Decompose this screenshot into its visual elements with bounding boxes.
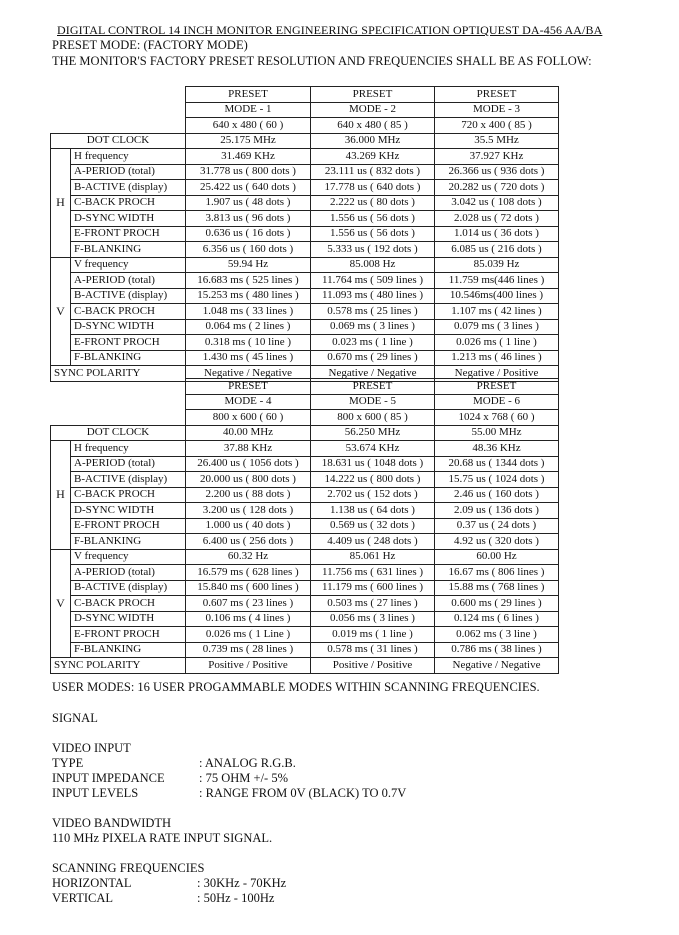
v-param-value: 1.048 ms ( 33 lines ) — [186, 304, 311, 320]
h-param-value: 2.222 us ( 80 dots ) — [311, 195, 435, 211]
dot-clock-value: 35.5 MHz — [435, 133, 559, 149]
mode-mode: MODE - 3 — [435, 102, 559, 118]
h-group-label: H — [51, 441, 71, 550]
mode-resolution: 1024 x 768 ( 60 ) — [435, 410, 559, 426]
dot-clock-value: 25.175 MHz — [186, 133, 311, 149]
mode-preset: PRESET — [186, 379, 311, 395]
h-param-value: 2.200 us ( 88 dots ) — [186, 487, 311, 503]
v-param-row — [51, 580, 559, 596]
v-param-value: 0.503 ms ( 27 lines ) — [311, 596, 435, 612]
h-param-value: 6.400 us ( 256 dots ) — [186, 534, 311, 550]
v-param-value: 0.578 ms ( 25 lines ) — [311, 304, 435, 320]
v-param-value: 11.179 ms ( 600 lines ) — [311, 580, 435, 596]
dot-clock-value: 40.00 MHz — [186, 425, 311, 441]
h-param-value: 4.409 us ( 248 dots ) — [311, 534, 435, 550]
preset-description: THE MONITOR'S FACTORY PRESET RESOLUTION AND FREQUENCIES SHALL BE AS FOLLOW: — [52, 54, 592, 68]
v-param-row — [51, 288, 559, 304]
h-param-value: 0.569 us ( 32 dots ) — [311, 518, 435, 534]
h-param-value: 6.085 us ( 216 dots ) — [435, 242, 559, 258]
v-param-value: 11.764 ms ( 509 lines ) — [311, 273, 435, 289]
h-param-value: 2.46 us ( 160 dots ) — [435, 487, 559, 503]
h-param-label: B-ACTIVE (display) — [71, 472, 186, 488]
v-param-value: 16.579 ms ( 628 lines ) — [186, 565, 311, 581]
v-param-row — [51, 611, 559, 627]
h-param-value: 14.222 us ( 800 dots ) — [311, 472, 435, 488]
input-levels-value: : RANGE FROM 0V (BLACK) TO 0.7V — [199, 786, 407, 800]
v-param-label: V frequency — [71, 549, 186, 565]
mode-preset: PRESET — [186, 87, 311, 103]
dot-clock-value: 56.250 MHz — [311, 425, 435, 441]
header-row-resolution — [51, 410, 559, 426]
header-row-resolution — [51, 118, 559, 134]
video-bandwidth-heading: VIDEO BANDWIDTH — [52, 816, 172, 830]
v-param-value: 0.124 ms ( 6 lines ) — [435, 611, 559, 627]
h-param-value: 37.88 KHz — [186, 441, 311, 457]
h-param-label: H frequency — [71, 149, 186, 165]
header-row-mode — [51, 102, 559, 118]
h-param-row — [51, 226, 559, 242]
h-param-value: 43.269 KHz — [311, 149, 435, 165]
v-param-value: 0.318 ms ( 10 line ) — [186, 335, 311, 351]
v-param-value: 60.32 Hz — [186, 549, 311, 565]
dot-clock-row — [51, 133, 559, 149]
header-row-mode — [51, 394, 559, 410]
h-param-value: 3.813 us ( 96 dots ) — [186, 211, 311, 227]
h-group-label: H — [51, 149, 71, 258]
v-param-value: 85.008 Hz — [311, 257, 435, 273]
h-param-label: F-BLANKING — [71, 242, 186, 258]
h-param-label: E-FRONT PROCH — [71, 226, 186, 242]
table2-body — [51, 379, 559, 674]
v-param-value: 1.430 ms ( 45 lines ) — [186, 350, 311, 366]
impedance-label: INPUT IMPEDANCE — [52, 771, 165, 785]
v-param-label: A-PERIOD (total) — [71, 273, 186, 289]
v-param-value: 0.670 ms ( 29 lines ) — [311, 350, 435, 366]
h-param-value: 2.09 us ( 136 dots ) — [435, 503, 559, 519]
h-param-value: 15.75 us ( 1024 dots ) — [435, 472, 559, 488]
v-param-value: 0.578 ms ( 31 lines ) — [311, 642, 435, 658]
v-param-row — [51, 565, 559, 581]
dot-clock-label: DOT CLOCK — [51, 425, 186, 441]
v-param-value: 16.683 ms ( 525 lines ) — [186, 273, 311, 289]
mode-mode: MODE - 1 — [186, 102, 311, 118]
vertical-value: : 50Hz - 100Hz — [197, 891, 275, 905]
h-param-row — [51, 195, 559, 211]
dot-clock-row — [51, 425, 559, 441]
type-value: : ANALOG R.G.B. — [199, 756, 296, 770]
h-param-value: 5.333 us ( 192 dots ) — [311, 242, 435, 258]
h-param-label: A-PERIOD (total) — [71, 456, 186, 472]
document-title: DIGITAL CONTROL 14 INCH MONITOR ENGINEERING SPECIFICATION OPTIQUEST DA-456 AA/BA — [57, 23, 603, 37]
v-param-value: 16.67 ms ( 806 lines ) — [435, 565, 559, 581]
h-param-row — [51, 242, 559, 258]
h-param-value: 1.138 us ( 64 dots ) — [311, 503, 435, 519]
h-param-value: 6.356 us ( 160 dots ) — [186, 242, 311, 258]
v-param-row — [51, 273, 559, 289]
v-param-label: F-BLANKING — [71, 642, 186, 658]
h-param-value: 2.028 us ( 72 dots ) — [435, 211, 559, 227]
h-param-row — [51, 180, 559, 196]
v-param-row — [51, 335, 559, 351]
mode-mode: MODE - 5 — [311, 394, 435, 410]
sync-polarity-label: SYNC POLARITY — [51, 658, 186, 674]
mode-resolution: 800 x 600 ( 60 ) — [186, 410, 311, 426]
mode-resolution: 640 x 480 ( 85 ) — [311, 118, 435, 134]
h-param-label: H frequency — [71, 441, 186, 457]
h-param-label: C-BACK PROCH — [71, 195, 186, 211]
blank-cell — [51, 102, 186, 118]
h-param-row — [51, 441, 559, 457]
h-param-label: C-BACK PROCH — [71, 487, 186, 503]
v-param-value: 0.739 ms ( 28 lines ) — [186, 642, 311, 658]
v-param-value: 0.056 ms ( 3 lines ) — [311, 611, 435, 627]
v-param-value: 0.106 ms ( 4 lines ) — [186, 611, 311, 627]
dot-clock-value: 55.00 MHz — [435, 425, 559, 441]
mode-preset: PRESET — [435, 87, 559, 103]
sync-polarity-label: SYNC POLARITY — [51, 366, 186, 382]
v-param-value: 0.079 ms ( 3 lines ) — [435, 319, 559, 335]
horizontal-value: : 30KHz - 70KHz — [197, 876, 287, 890]
h-param-value: 18.631 us ( 1048 dots ) — [311, 456, 435, 472]
v-param-value: 59.94 Hz — [186, 257, 311, 273]
v-param-label: V frequency — [71, 257, 186, 273]
v-param-value: 1.107 ms ( 42 lines ) — [435, 304, 559, 320]
h-param-value: 0.636 us ( 16 dots ) — [186, 226, 311, 242]
v-param-row — [51, 304, 559, 320]
horizontal-label: HORIZONTAL — [52, 876, 132, 890]
mode-mode: MODE - 2 — [311, 102, 435, 118]
h-param-value: 1.014 us ( 36 dots ) — [435, 226, 559, 242]
input-levels-label: INPUT LEVELS — [52, 786, 139, 800]
h-param-value: 1.556 us ( 56 dots ) — [311, 211, 435, 227]
mode-preset: PRESET — [311, 379, 435, 395]
v-param-value: 0.600 ms ( 29 lines ) — [435, 596, 559, 612]
v-param-value: 11.093 ms ( 480 lines ) — [311, 288, 435, 304]
v-param-value: 11.759 ms(446 lines ) — [435, 273, 559, 289]
h-param-value: 48.36 KHz — [435, 441, 559, 457]
v-param-row — [51, 642, 559, 658]
sync-polarity-value: Positive / Positive — [311, 658, 435, 674]
sync-polarity-value: Negative / Negative — [186, 366, 311, 382]
h-param-value: 17.778 us ( 640 dots ) — [311, 180, 435, 196]
mode-resolution: 640 x 480 ( 60 ) — [186, 118, 311, 134]
v-param-value: 85.039 Hz — [435, 257, 559, 273]
h-param-row — [51, 518, 559, 534]
v-param-label: C-BACK PROCH — [71, 596, 186, 612]
h-param-label: A-PERIOD (total) — [71, 164, 186, 180]
v-param-label: C-BACK PROCH — [71, 304, 186, 320]
v-param-value: 60.00 Hz — [435, 549, 559, 565]
h-param-value: 26.400 us ( 1056 dots ) — [186, 456, 311, 472]
v-param-value: 1.213 ms ( 46 lines ) — [435, 350, 559, 366]
preset-table-modes-1-3 — [50, 86, 559, 382]
v-param-value: 0.026 ms ( 1 Line ) — [186, 627, 311, 643]
h-param-value: 0.37 us ( 24 dots ) — [435, 518, 559, 534]
mode-mode: MODE - 4 — [186, 394, 311, 410]
v-param-value: 11.756 ms ( 631 lines ) — [311, 565, 435, 581]
h-param-value: 3.200 us ( 128 dots ) — [186, 503, 311, 519]
h-param-value: 31.469 KHz — [186, 149, 311, 165]
h-param-value: 1.000 us ( 40 dots ) — [186, 518, 311, 534]
h-param-label: D-SYNC WIDTH — [71, 503, 186, 519]
h-param-value: 20.282 us ( 720 dots ) — [435, 180, 559, 196]
h-param-value: 3.042 us ( 108 dots ) — [435, 195, 559, 211]
mode-resolution: 720 x 400 ( 85 ) — [435, 118, 559, 134]
v-param-label: B-ACTIVE (display) — [71, 580, 186, 596]
v-param-label: A-PERIOD (total) — [71, 565, 186, 581]
sync-polarity-row — [51, 658, 559, 674]
h-param-value: 37.927 KHz — [435, 149, 559, 165]
v-param-row — [51, 549, 559, 565]
v-param-value: 0.064 ms ( 2 lines ) — [186, 319, 311, 335]
h-param-value: 23.111 us ( 832 dots ) — [311, 164, 435, 180]
v-param-label: F-BLANKING — [71, 350, 186, 366]
impedance-value: : 75 OHM +/- 5% — [199, 771, 288, 785]
h-param-value: 25.422 us ( 640 dots ) — [186, 180, 311, 196]
v-param-value: 0.026 ms ( 1 line ) — [435, 335, 559, 351]
header-row-preset — [51, 379, 559, 395]
preset-table-modes-4-6 — [50, 378, 559, 674]
v-param-row — [51, 257, 559, 273]
v-param-label: D-SYNC WIDTH — [71, 611, 186, 627]
h-param-value: 31.778 us ( 800 dots ) — [186, 164, 311, 180]
mode-resolution: 800 x 600 ( 85 ) — [311, 410, 435, 426]
blank-cell — [51, 379, 186, 395]
mode-mode: MODE - 6 — [435, 394, 559, 410]
sync-polarity-value: Negative / Negative — [311, 366, 435, 382]
table1-body — [51, 87, 559, 382]
signal-heading: SIGNAL — [52, 711, 98, 725]
h-param-value: 20.000 us ( 800 dots ) — [186, 472, 311, 488]
h-param-value: 1.907 us ( 48 dots ) — [186, 195, 311, 211]
h-param-row — [51, 149, 559, 165]
h-param-row — [51, 534, 559, 550]
preset-mode-heading: PRESET MODE: (FACTORY MODE) — [52, 38, 248, 52]
sync-polarity-value: Positive / Positive — [186, 658, 311, 674]
mode-preset: PRESET — [435, 379, 559, 395]
dot-clock-value: 36.000 MHz — [311, 133, 435, 149]
v-param-value: 0.062 ms ( 3 line ) — [435, 627, 559, 643]
v-param-row — [51, 627, 559, 643]
h-param-value: 1.556 us ( 56 dots ) — [311, 226, 435, 242]
h-param-value: 26.366 us ( 936 dots ) — [435, 164, 559, 180]
video-bandwidth-value: 110 MHz PIXELA RATE INPUT SIGNAL. — [52, 831, 273, 845]
user-modes-text: USER MODES: 16 USER PROGAMMABLE MODES WITHIN SCANNING FREQUENCIES. — [52, 680, 540, 694]
h-param-label: B-ACTIVE (display) — [71, 180, 186, 196]
h-param-row — [51, 211, 559, 227]
h-param-label: D-SYNC WIDTH — [71, 211, 186, 227]
v-param-value: 0.786 ms ( 38 lines ) — [435, 642, 559, 658]
h-param-row — [51, 503, 559, 519]
h-param-value: 2.702 us ( 152 dots ) — [311, 487, 435, 503]
mode-preset: PRESET — [311, 87, 435, 103]
dot-clock-label: DOT CLOCK — [51, 133, 186, 149]
v-param-value: 0.023 ms ( 1 line ) — [311, 335, 435, 351]
v-param-value: 0.069 ms ( 3 lines ) — [311, 319, 435, 335]
h-param-row — [51, 456, 559, 472]
h-param-label: F-BLANKING — [71, 534, 186, 550]
blank-cell — [51, 87, 186, 103]
blank-cell — [51, 410, 186, 426]
v-param-value: 85.061 Hz — [311, 549, 435, 565]
h-param-label: E-FRONT PROCH — [71, 518, 186, 534]
v-param-label: B-ACTIVE (display) — [71, 288, 186, 304]
blank-cell — [51, 118, 186, 134]
video-input-heading: VIDEO INPUT — [52, 741, 131, 755]
h-param-row — [51, 487, 559, 503]
v-param-row — [51, 596, 559, 612]
v-param-label: E-FRONT PROCH — [71, 335, 186, 351]
v-group-label: V — [51, 257, 71, 366]
h-param-value: 4.92 us ( 320 dots ) — [435, 534, 559, 550]
scanning-frequencies-heading: SCANNING FREQUENCIES — [52, 861, 205, 875]
header-row-preset — [51, 87, 559, 103]
type-label: TYPE — [52, 756, 84, 770]
v-param-label: E-FRONT PROCH — [71, 627, 186, 643]
v-param-value: 15.840 ms ( 600 lines ) — [186, 580, 311, 596]
v-param-label: D-SYNC WIDTH — [71, 319, 186, 335]
v-param-row — [51, 319, 559, 335]
v-param-row — [51, 350, 559, 366]
h-param-value: 20.68 us ( 1344 dots ) — [435, 456, 559, 472]
h-param-row — [51, 472, 559, 488]
sync-polarity-value: Negative / Positive — [435, 366, 559, 382]
vertical-label: VERTICAL — [52, 891, 114, 905]
v-param-value: 15.253 ms ( 480 lines ) — [186, 288, 311, 304]
h-param-value: 53.674 KHz — [311, 441, 435, 457]
v-param-value: 0.607 ms ( 23 lines ) — [186, 596, 311, 612]
v-param-value: 0.019 ms ( 1 line ) — [311, 627, 435, 643]
sync-polarity-value: Negative / Negative — [435, 658, 559, 674]
v-param-value: 15.88 ms ( 768 lines ) — [435, 580, 559, 596]
v-param-value: 10.546ms(400 lines ) — [435, 288, 559, 304]
v-group-label: V — [51, 549, 71, 658]
blank-cell — [51, 394, 186, 410]
h-param-row — [51, 164, 559, 180]
